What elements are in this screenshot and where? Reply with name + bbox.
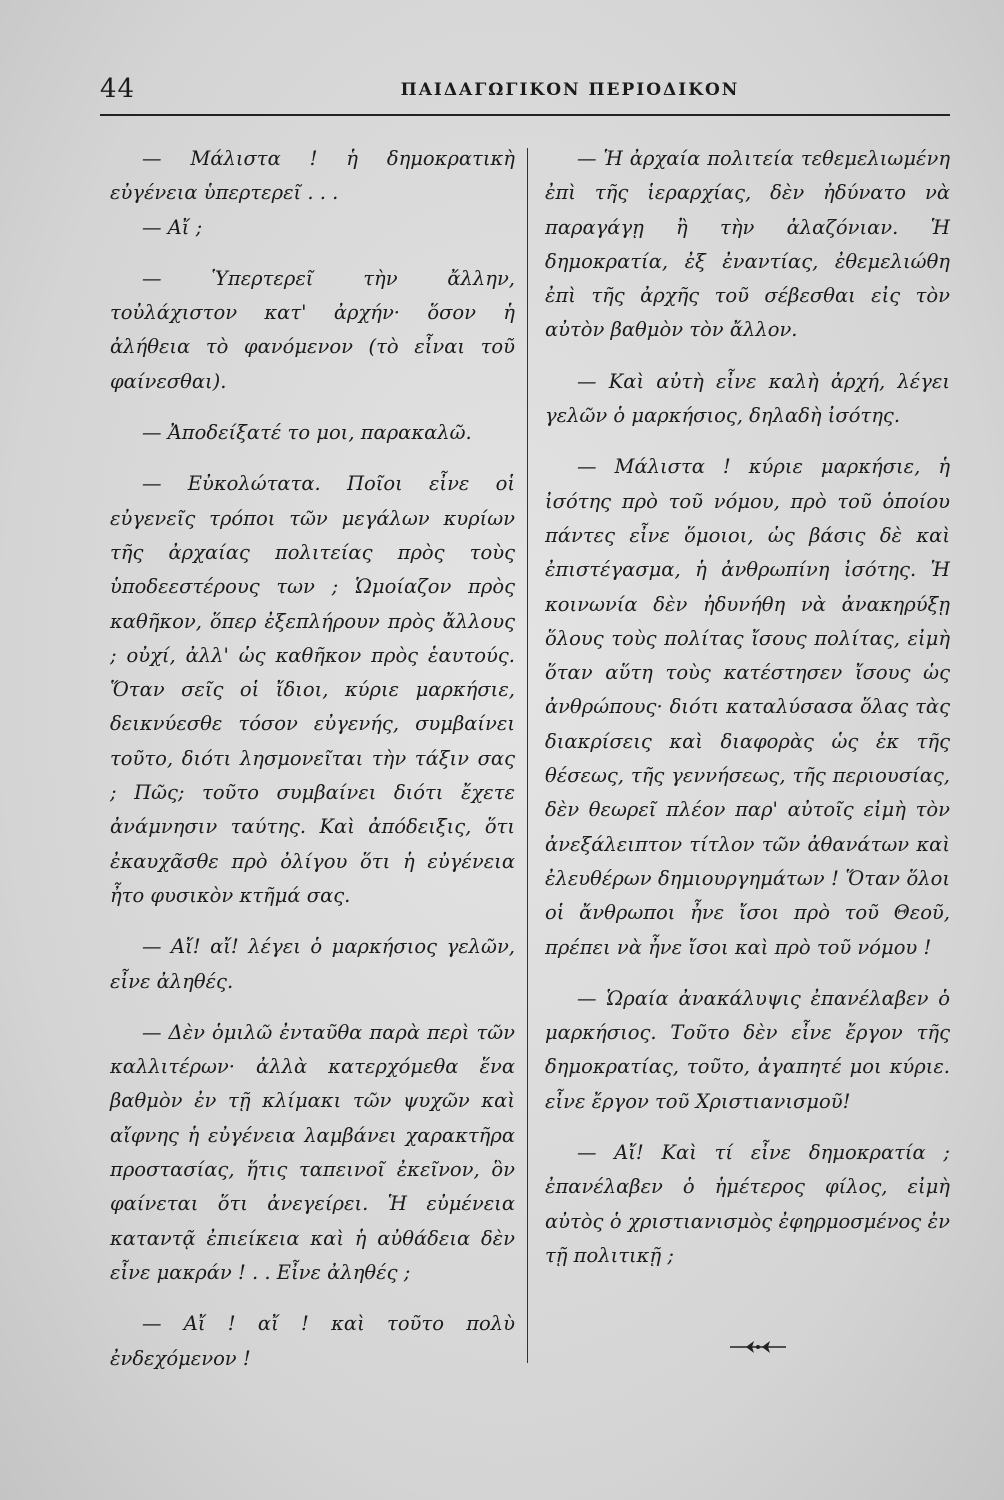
page-header <box>100 74 950 104</box>
column-divider <box>527 148 528 1363</box>
left-column <box>110 142 515 1376</box>
paragraph: — Ἡ ἀρχαία πολιτεία τεθεμελιωμένη ἐπὶ τῆς ἱεραρχίας, δὲν ἠδύνατο νὰ παραγάγῃ ἢ τὴν ἀλαζόνιαν. Ἡ δημοκρατία, ἐξ ἐναντίας, ἐθεμελιώθη ἐπὶ τῆς ἀρχῆς τοῦ σέβεσθαι εἰς τὸν αὐτὸν βαθμὸν τὸν ἄλλον. <box>545 147 950 342</box>
paragraph: — Μάλιστα ! ἡ δημοκρατικὴ εὐγένεια ὑπερτερεῖ . . . <box>110 147 515 205</box>
paragraph: — Ὑπερτερεῖ τὴν ἄλλην, τοὐλάχιστον κατ' ἀρχήν· ὅσον ἡ ἀλήθεια τὸ φανόμενον (τὸ εἶναι τοῦ φαίνεσθαι). <box>110 266 515 393</box>
paragraph: — Αἴ! Καὶ τί εἶνε δημοκρατία ; ἐπανέλαβεν ὁ ἡμέτερος φίλος, εἰμὴ αὐτὸς ὁ χριστιανισμὸς ἐφηρμοσμένος ἐν τῇ πολιτικῇ ; <box>545 1141 950 1267</box>
paragraph: — Μάλιστα ! κύριε μαρκήσιε, ἡ ἰσότης πρὸ τοῦ νόμου, πρὸ τοῦ ὁποίου πάντες εἶνε ὅμοιοι, ὡς βάσις δὲ καὶ ἐπιστέγασμα, ἡ ἀνθρωπίνη ἰσότης. Ἡ κοινωνία δὲν ἠδυνήθη νὰ ἀνακηρύξῃ ὅλους τοὺς πολίτας ἴσους πολίτας, εἰμὴ ὅταν αὕτη τοὺς κατέστησεν ἴσους ὡς ἀνθρώπους· διότι καταλύσασα ὅλας τὰς διακρίσεις καὶ διαφορὰς ὡς ἐκ τῆς θέσεως, τῆς γεννήσεως, τῆς περιουσίας, δὲν θεωρεῖ πλέον παρ' αὐτοῖς εἰμὴ τὸν ἀνεξάλειπτον τίτλον τῶν ἀθανάτων καὶ ἐλευθέρων δημιουργημάτων ! Ὅταν ὅλοι οἱ ἄνθρωποι ἦνε ἴσοι πρὸ τοῦ Θεοῦ, πρέπει νὰ ἦνε ἴσοι καὶ πρὸ τοῦ νόμου ! <box>545 455 950 959</box>
right-column <box>545 142 950 1273</box>
paragraph: — Εὐκολώτατα. Ποῖοι εἶνε οἱ εὐγενεῖς τρόποι τῶν μεγάλων κυρίων τῆς ἀρχαίας πολιτείας πρὸς τοὺς ὑποδεεστέρους των ; Ὡμοίαζον πρὸς καθῆκον, ὅπερ ἐξεπλήρουν πρὸς ἄλλους ; οὐχί, ἀλλ' ὡς καθῆκον πρὸς ἑαυτούς. Ὅταν σεῖς οἱ ἴδιοι, κύριε μαρκήσιε, δεικνύεσθε τόσον εὐγενής, συμβαίνει τοῦτο, διότι λησμονεῖται τὴν τάξιν σας ; Πῶς; τοῦτο συμβαίνει διότι ἔχετε ἀνάμνησιν ταύτης. Καὶ ἀπόδειξις, ὅτι ἐκαυχᾶσθε πρὸ ὀλίγου ὅτι ἡ εὐγένεια ἦτο φυσικὸν κτῆμά σας. <box>110 472 515 907</box>
journal-title: ΠΑΙΔΑΓΩΓΙΚΟΝ ΠΕΡΙΟΔΙΚΟΝ <box>400 80 740 100</box>
paragraph: — Αἴ! αἴ! λέγει ὁ μαρκήσιος γελῶν, εἶνε ἀληθές. <box>110 935 515 993</box>
paragraph: — Αἴ ! αἴ ! καὶ τοῦτο πολὺ ἐνδεχόμενον ! <box>110 1312 515 1370</box>
page-number: 44 <box>100 74 136 104</box>
paragraph: — Ἀποδείξατέ το μοι, παρακαλῶ. <box>142 421 472 445</box>
paragraph: — Καὶ αὐτὴ εἶνε καλὴ ἀρχή, λέγει γελῶν ὁ μαρκήσιος, δηλαδὴ ἰσότης. <box>545 369 950 428</box>
decorative-ornament-icon <box>728 1338 788 1356</box>
paragraph: — Δὲν ὁμιλῶ ἐνταῦθα παρὰ περὶ τῶν καλλιτέρων· ἀλλὰ κατερχόμεθα ἕνα βαθμὸν ἐν τῇ κλίμακι τῶν ψυχῶν καὶ αἴφνης ἡ εὐγένεια λαμβάνει χαρακτῆρα προστασίας, ἥτις ταπεινοῖ ἐκεῖνον, ὃν φαίνεται ὅτι ἀνεγείρει. Ἡ εὐμένεια καταντᾷ ἐπιείκεια καὶ ἡ αὐθάδεια δὲν εἶνε μακράν ! . . Εἶνε ἀληθές ; <box>110 1020 515 1284</box>
paragraph: — Αἴ ; <box>142 215 203 239</box>
paragraph: — Ὡραία ἀνακάλυψις ἐπανέλαβεν ὁ μαρκήσιος. Τοῦτο δὲν εἶνε ἔργον τῆς δημοκρατίας, τοῦτο, ἀγαπητέ μοι κύριε. εἶνε ἔργον τοῦ Χριστιανισμοῦ! <box>545 986 950 1113</box>
header-rule <box>100 114 950 116</box>
